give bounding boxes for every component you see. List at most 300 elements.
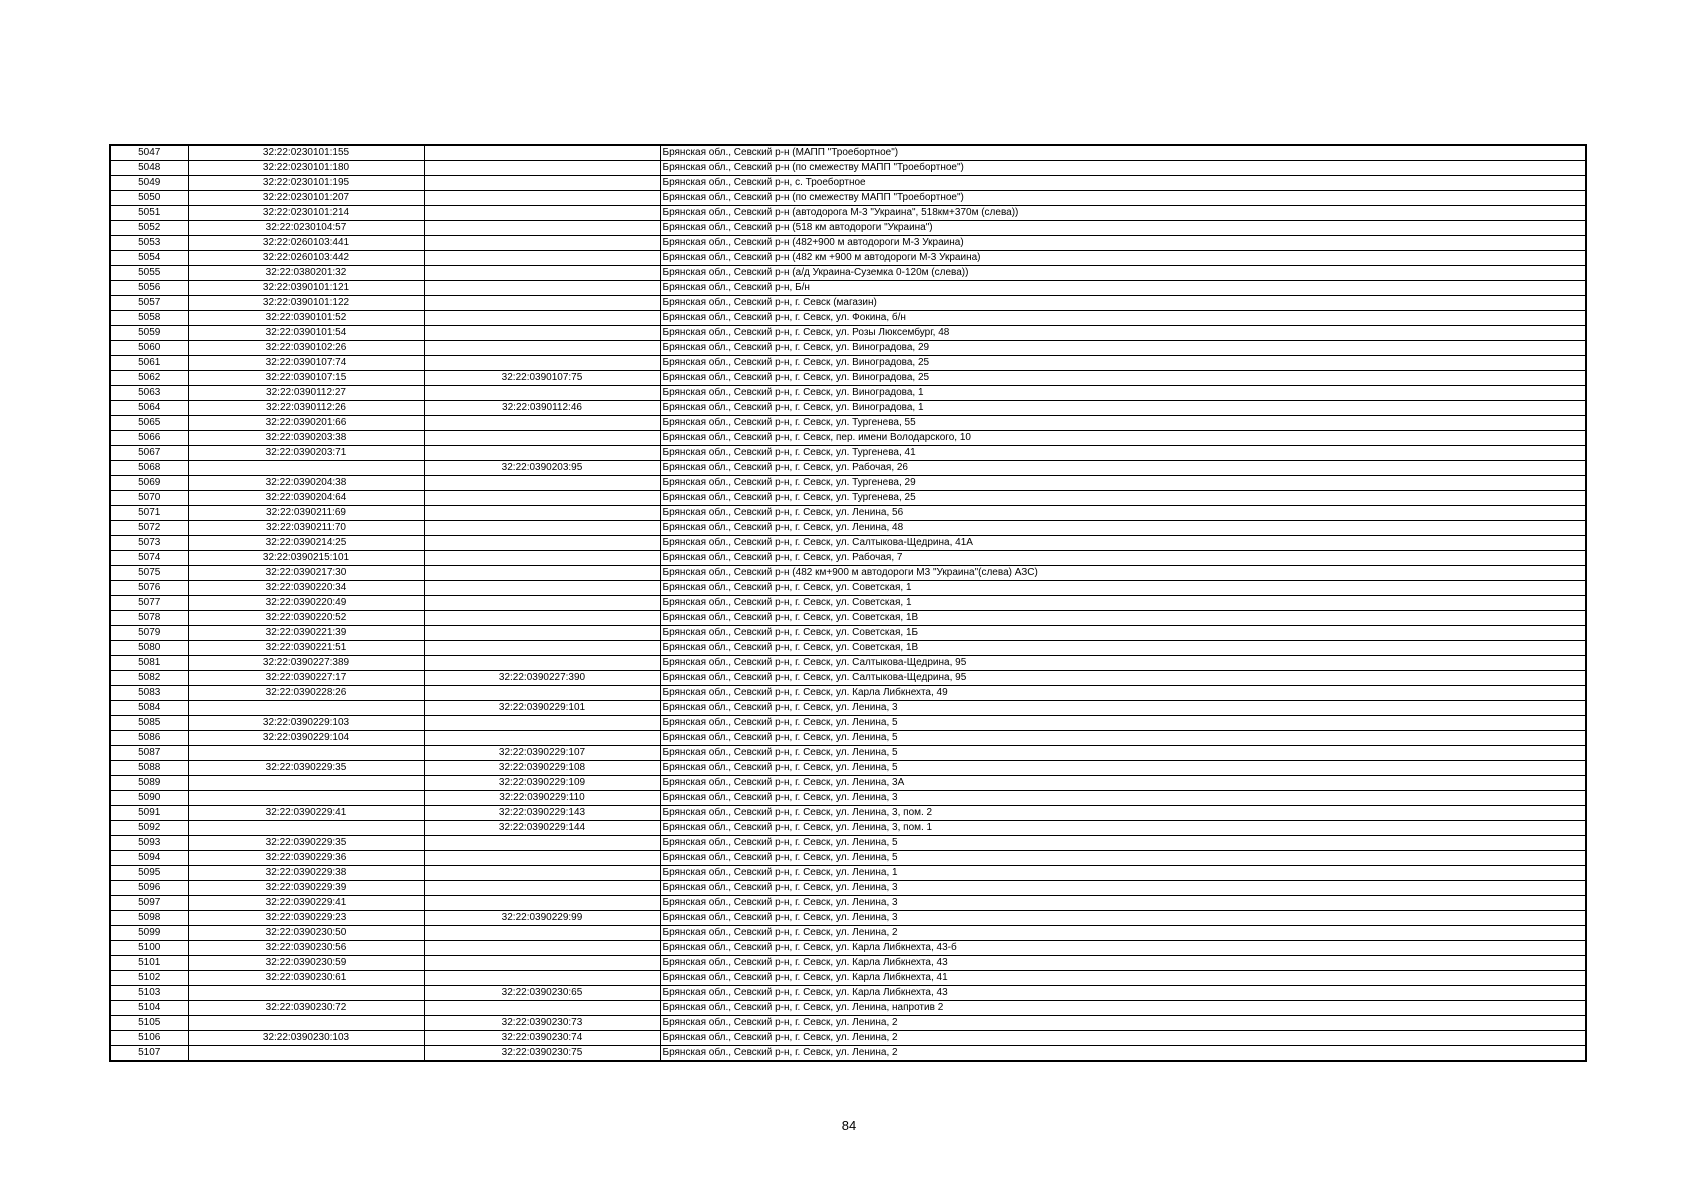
table-row (110, 821, 1586, 836)
address-cell: Брянская обл., Севский р-н, г. Севск, ул. Тургенева, 29 (660, 476, 1586, 491)
table-row (110, 971, 1586, 986)
row-number-cell: 5065 (110, 416, 188, 431)
address-cell: Брянская обл., Севский р-н, г. Севск, ул. Тургенева, 55 (660, 416, 1586, 431)
linked-cadastral-number-cell (424, 251, 660, 266)
row-number-cell: 5052 (110, 221, 188, 236)
row-number-cell: 5053 (110, 236, 188, 251)
row-number-cell: 5056 (110, 281, 188, 296)
cadastral-number-cell: 32:22:0260103:441 (188, 236, 424, 251)
linked-cadastral-number-cell: 32:22:0390107:75 (424, 371, 660, 386)
cadastral-number-cell: 32:22:0390229:35 (188, 836, 424, 851)
row-number-cell: 5054 (110, 251, 188, 266)
address-cell: Брянская обл., Севский р-н, г. Севск, ул. Карла Либкнехта, 43 (660, 986, 1586, 1001)
cadastral-number-cell (188, 821, 424, 836)
cadastral-number-cell: 32:22:0390217:30 (188, 566, 424, 581)
row-number-cell: 5057 (110, 296, 188, 311)
row-number-cell: 5105 (110, 1016, 188, 1031)
linked-cadastral-number-cell: 32:22:0390229:143 (424, 806, 660, 821)
cadastral-number-cell: 32:22:0390112:27 (188, 386, 424, 401)
linked-cadastral-number-cell: 32:22:0390229:110 (424, 791, 660, 806)
table-row (110, 806, 1586, 821)
linked-cadastral-number-cell (424, 626, 660, 641)
linked-cadastral-number-cell (424, 971, 660, 986)
row-number-cell: 5094 (110, 851, 188, 866)
cadastral-number-cell: 32:22:0390101:54 (188, 326, 424, 341)
row-number-cell: 5076 (110, 581, 188, 596)
table-row (110, 641, 1586, 656)
row-number-cell: 5079 (110, 626, 188, 641)
cadastral-number-cell: 32:22:0390221:39 (188, 626, 424, 641)
registry-table-body (110, 145, 1586, 1061)
cadastral-number-cell: 32:22:0390107:15 (188, 371, 424, 386)
cadastral-number-cell: 32:22:0390227:389 (188, 656, 424, 671)
row-number-cell: 5107 (110, 1046, 188, 1062)
address-cell: Брянская обл., Севский р-н, г. Севск, ул. Салтыкова-Щедрина, 95 (660, 671, 1586, 686)
cadastral-number-cell: 32:22:0390230:72 (188, 1001, 424, 1016)
row-number-cell: 5084 (110, 701, 188, 716)
row-number-cell: 5058 (110, 311, 188, 326)
table-row (110, 145, 1586, 161)
row-number-cell: 5048 (110, 161, 188, 176)
address-cell: Брянская обл., Севский р-н, г. Севск, ул. Ленина, 2 (660, 1016, 1586, 1031)
cadastral-number-cell: 32:22:0230104:57 (188, 221, 424, 236)
table-row (110, 686, 1586, 701)
row-number-cell: 5096 (110, 881, 188, 896)
address-cell: Брянская обл., Севский р-н, г. Севск, ул. Виноградова, 29 (660, 341, 1586, 356)
linked-cadastral-number-cell (424, 491, 660, 506)
address-cell: Брянская обл., Севский р-н, г. Севск, ул. Виноградова, 1 (660, 386, 1586, 401)
cadastral-number-cell: 32:22:0230101:180 (188, 161, 424, 176)
row-number-cell: 5103 (110, 986, 188, 1001)
table-row (110, 491, 1586, 506)
row-number-cell: 5066 (110, 431, 188, 446)
row-number-cell: 5104 (110, 1001, 188, 1016)
linked-cadastral-number-cell (424, 266, 660, 281)
table-row (110, 656, 1586, 671)
table-row (110, 911, 1586, 926)
table-row (110, 446, 1586, 461)
cadastral-number-cell: 32:22:0390230:61 (188, 971, 424, 986)
linked-cadastral-number-cell (424, 1001, 660, 1016)
row-number-cell: 5073 (110, 536, 188, 551)
cadastral-number-cell: 32:22:0390101:52 (188, 311, 424, 326)
address-cell: Брянская обл., Севский р-н (а/д Украина-Суземка 0-120м (слева)) (660, 266, 1586, 281)
table-row (110, 236, 1586, 251)
linked-cadastral-number-cell (424, 476, 660, 491)
linked-cadastral-number-cell: 32:22:0390229:109 (424, 776, 660, 791)
cadastral-number-cell: 32:22:0390229:23 (188, 911, 424, 926)
linked-cadastral-number-cell (424, 386, 660, 401)
address-cell: Брянская обл., Севский р-н, г. Севск, ул. Ленина, 3 (660, 791, 1586, 806)
address-cell: Брянская обл., Севский р-н, г. Севск, ул. Ленина, 5 (660, 716, 1586, 731)
linked-cadastral-number-cell (424, 851, 660, 866)
row-number-cell: 5089 (110, 776, 188, 791)
linked-cadastral-number-cell (424, 641, 660, 656)
linked-cadastral-number-cell (424, 281, 660, 296)
table-row (110, 1031, 1586, 1046)
row-number-cell: 5059 (110, 326, 188, 341)
table-row (110, 791, 1586, 806)
table-row (110, 1016, 1586, 1031)
linked-cadastral-number-cell (424, 596, 660, 611)
linked-cadastral-number-cell: 32:22:0390230:65 (424, 986, 660, 1001)
address-cell: Брянская обл., Севский р-н, г. Севск, ул. Виноградова, 25 (660, 356, 1586, 371)
cadastral-number-cell: 32:22:0390220:52 (188, 611, 424, 626)
table-row (110, 941, 1586, 956)
table-row (110, 851, 1586, 866)
address-cell: Брянская обл., Севский р-н, г. Севск, ул. Ленина, 3 (660, 701, 1586, 716)
cadastral-number-cell: 32:22:0390229:41 (188, 896, 424, 911)
table-row (110, 281, 1586, 296)
row-number-cell: 5085 (110, 716, 188, 731)
row-number-cell: 5078 (110, 611, 188, 626)
row-number-cell: 5055 (110, 266, 188, 281)
address-cell: Брянская обл., Севский р-н, г. Севск, ул. Ленина, 56 (660, 506, 1586, 521)
linked-cadastral-number-cell (424, 581, 660, 596)
cadastral-number-cell: 32:22:0230101:207 (188, 191, 424, 206)
table-row (110, 761, 1586, 776)
registry-table (109, 144, 1587, 1062)
row-number-cell: 5099 (110, 926, 188, 941)
linked-cadastral-number-cell (424, 536, 660, 551)
table-row (110, 221, 1586, 236)
cadastral-number-cell: 32:22:0390101:121 (188, 281, 424, 296)
linked-cadastral-number-cell (424, 686, 660, 701)
address-cell: Брянская обл., Севский р-н, г. Севск, ул. Ленина, 5 (660, 851, 1586, 866)
row-number-cell: 5068 (110, 461, 188, 476)
linked-cadastral-number-cell (424, 416, 660, 431)
row-number-cell: 5062 (110, 371, 188, 386)
address-cell: Брянская обл., Севский р-н, г. Севск, ул. Ленина, 2 (660, 926, 1586, 941)
table-row (110, 596, 1586, 611)
address-cell: Брянская обл., Севский р-н (МАПП "Троебортное") (660, 145, 1586, 161)
table-row (110, 161, 1586, 176)
table-row (110, 386, 1586, 401)
linked-cadastral-number-cell (424, 236, 660, 251)
cadastral-number-cell: 32:22:0390101:122 (188, 296, 424, 311)
table-row (110, 731, 1586, 746)
table-row (110, 581, 1586, 596)
row-number-cell: 5083 (110, 686, 188, 701)
linked-cadastral-number-cell (424, 431, 660, 446)
row-number-cell: 5095 (110, 866, 188, 881)
cadastral-number-cell: 32:22:0390221:51 (188, 641, 424, 656)
address-cell: Брянская обл., Севский р-н, г. Севск, ул. Советская, 1В (660, 611, 1586, 626)
address-cell: Брянская обл., Севский р-н, г. Севск, ул. Ленина, напротив 2 (660, 1001, 1586, 1016)
linked-cadastral-number-cell: 32:22:0390230:73 (424, 1016, 660, 1031)
address-cell: Брянская обл., Севский р-н, с. Троебортное (660, 176, 1586, 191)
address-cell: Брянская обл., Севский р-н, г. Севск, ул. Советская, 1 (660, 581, 1586, 596)
address-cell: Брянская обл., Севский р-н (автодорога М-3 "Украина", 518км+370м (слева)) (660, 206, 1586, 221)
linked-cadastral-number-cell (424, 206, 660, 221)
table-row (110, 956, 1586, 971)
address-cell: Брянская обл., Севский р-н, г. Севск, ул. Ленина, 5 (660, 836, 1586, 851)
table-row (110, 521, 1586, 536)
table-row (110, 176, 1586, 191)
linked-cadastral-number-cell (424, 191, 660, 206)
row-number-cell: 5087 (110, 746, 188, 761)
address-cell: Брянская обл., Севский р-н, г. Севск, ул. Ленина, 1 (660, 866, 1586, 881)
linked-cadastral-number-cell (424, 566, 660, 581)
address-cell: Брянская обл., Севский р-н (482+900 м автодороги М-3 Украина) (660, 236, 1586, 251)
linked-cadastral-number-cell (424, 866, 660, 881)
table-row (110, 251, 1586, 266)
linked-cadastral-number-cell (424, 716, 660, 731)
address-cell: Брянская обл., Севский р-н, г. Севск, ул. Советская, 1В (660, 641, 1586, 656)
cadastral-number-cell: 32:22:0390204:64 (188, 491, 424, 506)
row-number-cell: 5082 (110, 671, 188, 686)
linked-cadastral-number-cell (424, 341, 660, 356)
cadastral-number-cell: 32:22:0390229:35 (188, 761, 424, 776)
row-number-cell: 5097 (110, 896, 188, 911)
table-row (110, 866, 1586, 881)
address-cell: Брянская обл., Севский р-н (518 км автодороги "Украина") (660, 221, 1586, 236)
table-row (110, 506, 1586, 521)
row-number-cell: 5050 (110, 191, 188, 206)
cadastral-number-cell: 32:22:0390203:71 (188, 446, 424, 461)
address-cell: Брянская обл., Севский р-н, г. Севск, ул. Ленина, 3 (660, 911, 1586, 926)
address-cell: Брянская обл., Севский р-н, Б/н (660, 281, 1586, 296)
cadastral-number-cell (188, 986, 424, 1001)
row-number-cell: 5100 (110, 941, 188, 956)
cadastral-number-cell: 32:22:0390230:50 (188, 926, 424, 941)
cadastral-number-cell: 32:22:0390220:49 (188, 596, 424, 611)
linked-cadastral-number-cell: 32:22:0390230:75 (424, 1046, 660, 1062)
table-row (110, 566, 1586, 581)
address-cell: Брянская обл., Севский р-н, г. Севск, ул. Советская, 1Б (660, 626, 1586, 641)
table-row (110, 671, 1586, 686)
page-number: 84 (841, 1118, 857, 1133)
linked-cadastral-number-cell (424, 221, 660, 236)
cadastral-number-cell (188, 461, 424, 476)
cadastral-number-cell (188, 1046, 424, 1062)
table-row (110, 1001, 1586, 1016)
linked-cadastral-number-cell (424, 836, 660, 851)
table-row (110, 431, 1586, 446)
table-row (110, 701, 1586, 716)
linked-cadastral-number-cell: 32:22:0390230:74 (424, 1031, 660, 1046)
table-row (110, 311, 1586, 326)
cadastral-number-cell (188, 791, 424, 806)
linked-cadastral-number-cell (424, 611, 660, 626)
address-cell: Брянская обл., Севский р-н (по смежеству МАПП "Троебортное") (660, 161, 1586, 176)
address-cell: Брянская обл., Севский р-н, г. Севск, ул. Ленина, 5 (660, 746, 1586, 761)
cadastral-number-cell: 32:22:0390230:103 (188, 1031, 424, 1046)
cadastral-number-cell: 32:22:0390107:74 (188, 356, 424, 371)
cadastral-number-cell (188, 701, 424, 716)
row-number-cell: 5067 (110, 446, 188, 461)
row-number-cell: 5051 (110, 206, 188, 221)
linked-cadastral-number-cell (424, 656, 660, 671)
row-number-cell: 5075 (110, 566, 188, 581)
cadastral-number-cell: 32:22:0390102:26 (188, 341, 424, 356)
linked-cadastral-number-cell (424, 521, 660, 536)
cadastral-number-cell: 32:22:0390203:38 (188, 431, 424, 446)
row-number-cell: 5102 (110, 971, 188, 986)
row-number-cell: 5106 (110, 1031, 188, 1046)
linked-cadastral-number-cell: 32:22:0390112:46 (424, 401, 660, 416)
address-cell: Брянская обл., Севский р-н, г. Севск, ул. Салтыкова-Щедрина, 95 (660, 656, 1586, 671)
table-row (110, 416, 1586, 431)
address-cell: Брянская обл., Севский р-н, г. Севск, ул. Салтыкова-Щедрина, 41А (660, 536, 1586, 551)
linked-cadastral-number-cell: 32:22:0390203:95 (424, 461, 660, 476)
table-row (110, 356, 1586, 371)
row-number-cell: 5063 (110, 386, 188, 401)
linked-cadastral-number-cell (424, 356, 660, 371)
linked-cadastral-number-cell: 32:22:0390229:107 (424, 746, 660, 761)
cadastral-number-cell: 32:22:0390215:101 (188, 551, 424, 566)
address-cell: Брянская обл., Севский р-н (по смежеству МАПП "Троебортное") (660, 191, 1586, 206)
table-row (110, 836, 1586, 851)
cadastral-number-cell: 32:22:0390112:26 (188, 401, 424, 416)
cadastral-number-cell: 32:22:0230101:155 (188, 145, 424, 161)
row-number-cell: 5069 (110, 476, 188, 491)
table-row (110, 536, 1586, 551)
row-number-cell: 5080 (110, 641, 188, 656)
row-number-cell: 5092 (110, 821, 188, 836)
linked-cadastral-number-cell: 32:22:0390227:390 (424, 671, 660, 686)
linked-cadastral-number-cell (424, 506, 660, 521)
table-row (110, 401, 1586, 416)
linked-cadastral-number-cell (424, 941, 660, 956)
table-row (110, 296, 1586, 311)
cadastral-number-cell: 32:22:0260103:442 (188, 251, 424, 266)
cadastral-number-cell: 32:22:0390230:59 (188, 956, 424, 971)
table-row (110, 326, 1586, 341)
row-number-cell: 5098 (110, 911, 188, 926)
address-cell: Брянская обл., Севский р-н (482 км+900 м автодороги М3 "Украина"(слева) АЗС) (660, 566, 1586, 581)
table-row (110, 896, 1586, 911)
address-cell: Брянская обл., Севский р-н, г. Севск (магазин) (660, 296, 1586, 311)
row-number-cell: 5101 (110, 956, 188, 971)
linked-cadastral-number-cell (424, 446, 660, 461)
row-number-cell: 5061 (110, 356, 188, 371)
address-cell: Брянская обл., Севский р-н, г. Севск, ул. Карла Либкнехта, 49 (660, 686, 1586, 701)
row-number-cell: 5060 (110, 341, 188, 356)
table-row (110, 881, 1586, 896)
address-cell: Брянская обл., Севский р-н, г. Севск, ул. Карла Либкнехта, 41 (660, 971, 1586, 986)
linked-cadastral-number-cell (424, 551, 660, 566)
cadastral-number-cell: 32:22:0380201:32 (188, 266, 424, 281)
cadastral-number-cell: 32:22:0230101:195 (188, 176, 424, 191)
cadastral-number-cell: 32:22:0390201:66 (188, 416, 424, 431)
row-number-cell: 5047 (110, 145, 188, 161)
cadastral-number-cell: 32:22:0390204:38 (188, 476, 424, 491)
linked-cadastral-number-cell: 32:22:0390229:144 (424, 821, 660, 836)
cadastral-number-cell: 32:22:0390229:103 (188, 716, 424, 731)
row-number-cell: 5088 (110, 761, 188, 776)
address-cell: Брянская обл., Севский р-н, г. Севск, ул. Ленина, 3 (660, 881, 1586, 896)
row-number-cell: 5072 (110, 521, 188, 536)
address-cell: Брянская обл., Севский р-н, г. Севск, ул. Виноградова, 1 (660, 401, 1586, 416)
linked-cadastral-number-cell: 32:22:0390229:108 (424, 761, 660, 776)
address-cell: Брянская обл., Севский р-н, г. Севск, ул. Карла Либкнехта, 43-б (660, 941, 1586, 956)
row-number-cell: 5086 (110, 731, 188, 746)
address-cell: Брянская обл., Севский р-н, г. Севск, ул. Ленина, 5 (660, 761, 1586, 776)
linked-cadastral-number-cell (424, 145, 660, 161)
row-number-cell: 5064 (110, 401, 188, 416)
address-cell: Брянская обл., Севский р-н, г. Севск, ул. Ленина, 3, пом. 2 (660, 806, 1586, 821)
cadastral-number-cell (188, 1016, 424, 1031)
table-row (110, 461, 1586, 476)
table-row (110, 266, 1586, 281)
cadastral-number-cell: 32:22:0390229:104 (188, 731, 424, 746)
address-cell: Брянская обл., Севский р-н, г. Севск, ул. Рабочая, 26 (660, 461, 1586, 476)
table-row (110, 776, 1586, 791)
cadastral-number-cell: 32:22:0390214:25 (188, 536, 424, 551)
linked-cadastral-number-cell (424, 926, 660, 941)
cadastral-number-cell: 32:22:0390227:17 (188, 671, 424, 686)
cadastral-number-cell: 32:22:0390220:34 (188, 581, 424, 596)
address-cell: Брянская обл., Севский р-н, г. Севск, ул. Фокина, б/н (660, 311, 1586, 326)
table-row (110, 206, 1586, 221)
address-cell: Брянская обл., Севский р-н, г. Севск, ул. Ленина, 5 (660, 731, 1586, 746)
address-cell: Брянская обл., Севский р-н, г. Севск, ул. Ленина, 3А (660, 776, 1586, 791)
cadastral-number-cell: 32:22:0390229:41 (188, 806, 424, 821)
cadastral-number-cell: 32:22:0390229:39 (188, 881, 424, 896)
address-cell: Брянская обл., Севский р-н, г. Севск, ул. Тургенева, 25 (660, 491, 1586, 506)
row-number-cell: 5071 (110, 506, 188, 521)
address-cell: Брянская обл., Севский р-н, г. Севск, пер. имени Володарского, 10 (660, 431, 1586, 446)
address-cell: Брянская обл., Севский р-н, г. Севск, ул. Виноградова, 25 (660, 371, 1586, 386)
table-row (110, 1046, 1586, 1062)
address-cell: Брянская обл., Севский р-н, г. Севск, ул. Ленина, 3, пом. 1 (660, 821, 1586, 836)
linked-cadastral-number-cell (424, 176, 660, 191)
linked-cadastral-number-cell (424, 326, 660, 341)
linked-cadastral-number-cell (424, 311, 660, 326)
linked-cadastral-number-cell (424, 896, 660, 911)
row-number-cell: 5070 (110, 491, 188, 506)
table-row (110, 476, 1586, 491)
row-number-cell: 5093 (110, 836, 188, 851)
table-row (110, 551, 1586, 566)
linked-cadastral-number-cell (424, 881, 660, 896)
cadastral-number-cell: 32:22:0390228:26 (188, 686, 424, 701)
cadastral-number-cell: 32:22:0390229:36 (188, 851, 424, 866)
address-cell: Брянская обл., Севский р-н, г. Севск, ул. Тургенева, 41 (660, 446, 1586, 461)
linked-cadastral-number-cell: 32:22:0390229:99 (424, 911, 660, 926)
table-row (110, 986, 1586, 1001)
row-number-cell: 5081 (110, 656, 188, 671)
table-row (110, 341, 1586, 356)
table-row (110, 611, 1586, 626)
table-row (110, 926, 1586, 941)
row-number-cell: 5091 (110, 806, 188, 821)
address-cell: Брянская обл., Севский р-н, г. Севск, ул. Ленина, 2 (660, 1031, 1586, 1046)
table-row (110, 191, 1586, 206)
address-cell: Брянская обл., Севский р-н (482 км +900 м автодороги М-3 Украина) (660, 251, 1586, 266)
table-row (110, 746, 1586, 761)
table-row (110, 716, 1586, 731)
cadastral-number-cell: 32:22:0230101:214 (188, 206, 424, 221)
address-cell: Брянская обл., Севский р-н, г. Севск, ул. Советская, 1 (660, 596, 1586, 611)
cadastral-number-cell: 32:22:0390229:38 (188, 866, 424, 881)
address-cell: Брянская обл., Севский р-н, г. Севск, ул. Розы Люксембург, 48 (660, 326, 1586, 341)
linked-cadastral-number-cell: 32:22:0390229:101 (424, 701, 660, 716)
linked-cadastral-number-cell (424, 296, 660, 311)
cadastral-number-cell: 32:22:0390211:69 (188, 506, 424, 521)
address-cell: Брянская обл., Севский р-н, г. Севск, ул. Ленина, 3 (660, 896, 1586, 911)
table-row (110, 626, 1586, 641)
linked-cadastral-number-cell (424, 161, 660, 176)
cadastral-number-cell: 32:22:0390211:70 (188, 521, 424, 536)
linked-cadastral-number-cell (424, 731, 660, 746)
row-number-cell: 5077 (110, 596, 188, 611)
cadastral-number-cell: 32:22:0390230:56 (188, 941, 424, 956)
cadastral-number-cell (188, 746, 424, 761)
cadastral-number-cell (188, 776, 424, 791)
address-cell: Брянская обл., Севский р-н, г. Севск, ул. Рабочая, 7 (660, 551, 1586, 566)
